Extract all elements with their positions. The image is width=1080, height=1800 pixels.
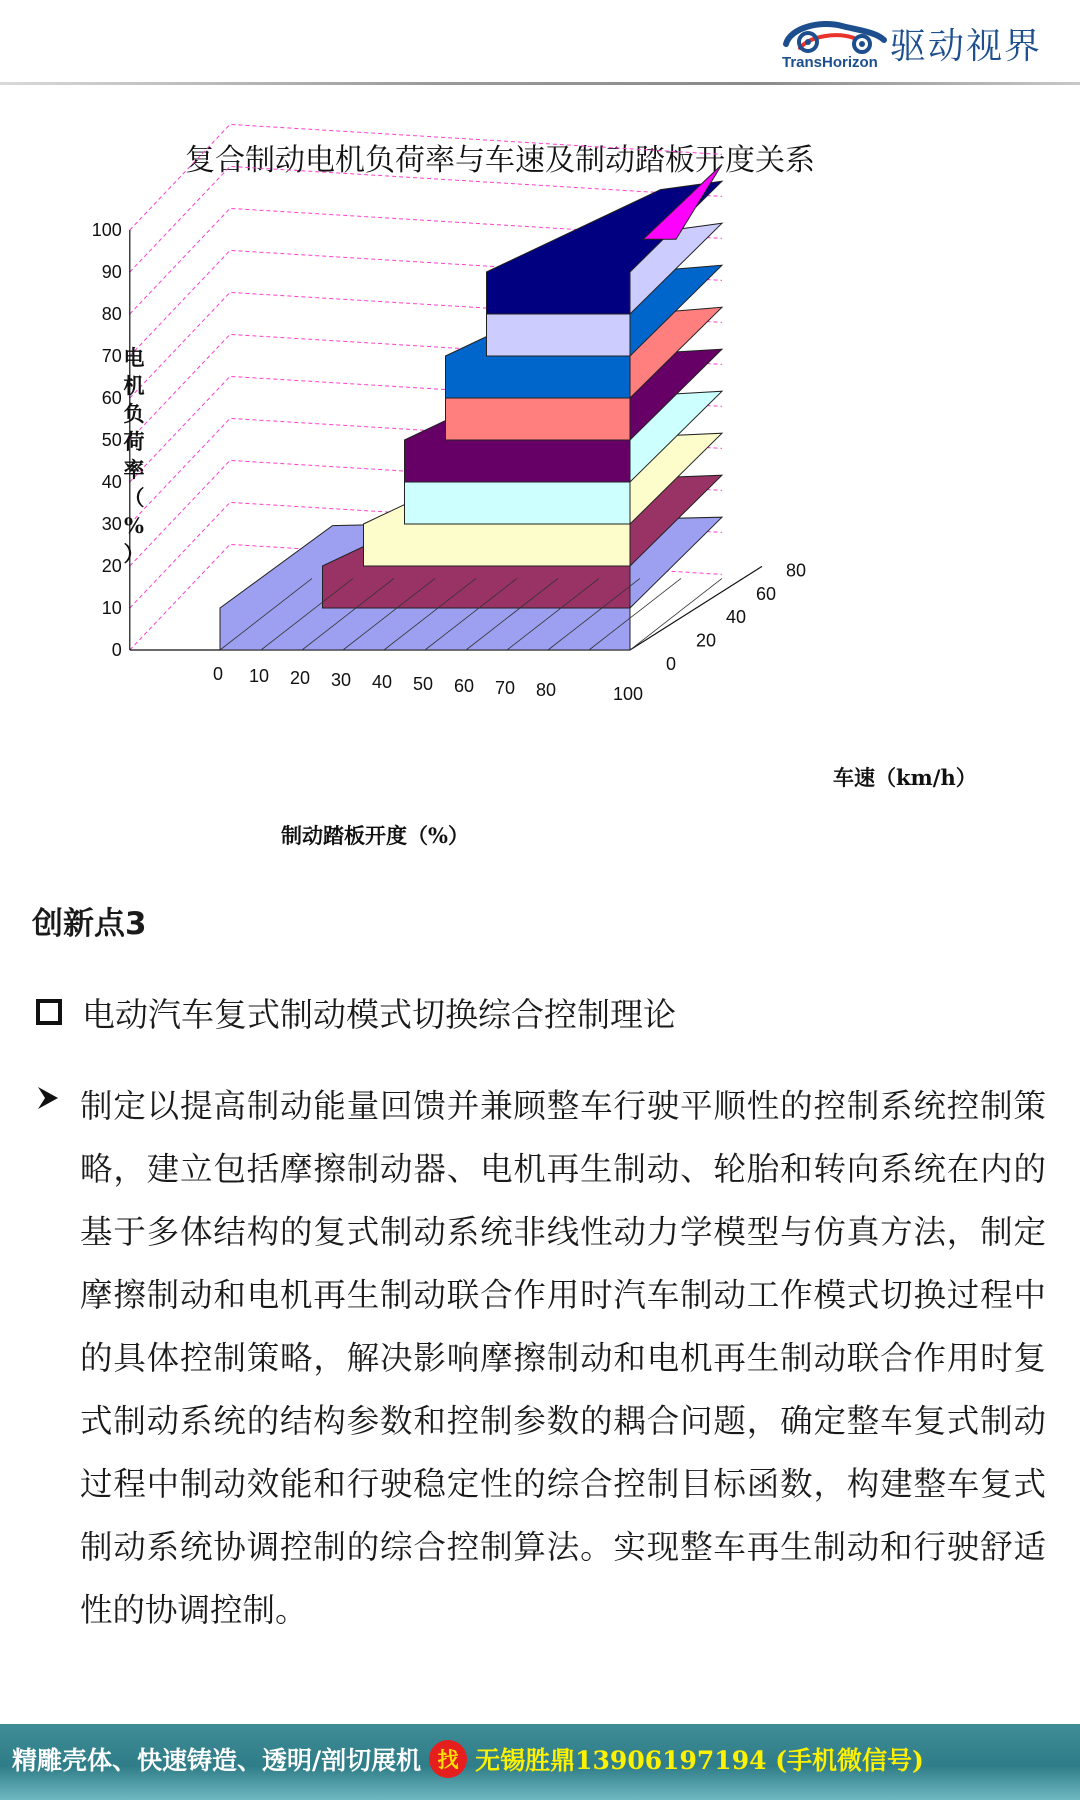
x-axis-label: 制动踏板开度（%） — [281, 823, 469, 848]
brand-logo[interactable] — [780, 14, 1050, 74]
footer-services: 精雕壳体、快速铸造、透明/剖切展机 — [12, 1746, 422, 1775]
z-axis-label-char: 电 — [123, 345, 145, 370]
y-tick-label: 0 — [666, 654, 677, 674]
section-title: 创新点3 — [32, 906, 147, 942]
header-divider — [0, 82, 1080, 85]
x-tick-label: 60 — [453, 676, 475, 696]
body-paragraph — [36, 1075, 1046, 1642]
surface-chart — [91, 140, 1020, 860]
x-tick-label: 40 — [371, 672, 393, 692]
bullet-item — [36, 990, 676, 1034]
z-tick-label: 70 — [101, 346, 122, 366]
y-tick-label: 60 — [756, 583, 777, 604]
x-tick-label: 80 — [535, 680, 557, 700]
z-tick-label: 100 — [91, 220, 122, 240]
paragraph-text: 制定以提高制动能量回馈并兼顾整车行驶平顺性的控制系统控制策略，建立包括摩擦制动器、电机再生制动、轮胎和转向系统在内的基于多体结构的复式制动系统非线性动力学模型与仿真方法，制定摩擦制动和电机再生制动联合作用时汽车制动工作模式切换过程中的具体控制策略，解决影响摩擦制动和电机再生制动联合作用时复式制动系统的结构参数和控制参数的耦合问题，确定整车复式制动过程中制动效能和行驶稳定性的综合控制目标函数，构建整车复式制动系统协调控制的综合控制算法。实现整车再生制动和行驶舒适性的协调控制。 — [80, 1087, 1046, 1629]
z-axis-label — [124, 345, 145, 566]
x-tick-label: 100 — [612, 684, 644, 704]
z-tick-label: 30 — [101, 514, 122, 534]
z-tick-label: 80 — [101, 304, 122, 324]
x-tick-label: 10 — [248, 666, 270, 686]
logo-name: 驱动视界 — [890, 26, 1043, 67]
z-axis-label-char: % — [124, 513, 144, 538]
z-tick-label: 60 — [101, 388, 122, 408]
z-axis-label-char: 机 — [123, 373, 145, 398]
footer-content — [12, 1738, 924, 1780]
find-badge-icon: 找 — [429, 1740, 467, 1778]
y-tick-label: 20 — [696, 630, 717, 651]
y-tick-label: 80 — [786, 560, 807, 581]
footer-banner — [0, 1724, 1080, 1800]
z-axis-label-char: 荷 — [123, 429, 145, 454]
x-tick-label: 50 — [412, 674, 434, 694]
y-axis-label: 车速（km/h） — [833, 765, 977, 790]
arrow-bullet-icon — [36, 1083, 60, 1113]
z-tick-label: 10 — [101, 598, 122, 618]
square-bullet-icon — [36, 999, 62, 1025]
logo-subtitle: TransHorizon — [782, 54, 878, 71]
footer-contact: 无锡胜鼎13906197194 (手机微信号) — [475, 1746, 924, 1775]
z-tick-label: 90 — [101, 262, 122, 282]
z-axis-label-char: 率 — [123, 457, 145, 482]
x-tick-label: 20 — [289, 668, 311, 688]
z-axis-label-char: ） — [123, 541, 145, 566]
x-tick-label: 70 — [494, 678, 516, 698]
chart-title: 复合制动电机负荷率与车速及制动踏板开度关系 — [185, 143, 815, 178]
z-tick-label: 0 — [111, 640, 122, 660]
chart-svg — [91, 140, 1020, 860]
x-tick-label: 30 — [330, 670, 352, 690]
z-tick-label: 40 — [101, 472, 122, 492]
z-axis-label-char: （ — [123, 485, 145, 510]
page-header — [0, 0, 1080, 86]
y-tick-label: 40 — [726, 607, 747, 628]
z-axis-label-char: 负 — [123, 401, 145, 426]
x-tick-label: 0 — [212, 664, 224, 684]
z-tick-label: 20 — [101, 556, 122, 576]
z-tick-label: 50 — [101, 430, 122, 450]
bullet-text: 电动汽车复式制动模式切换综合控制理论 — [82, 994, 676, 1034]
chart-surface — [220, 164, 722, 650]
